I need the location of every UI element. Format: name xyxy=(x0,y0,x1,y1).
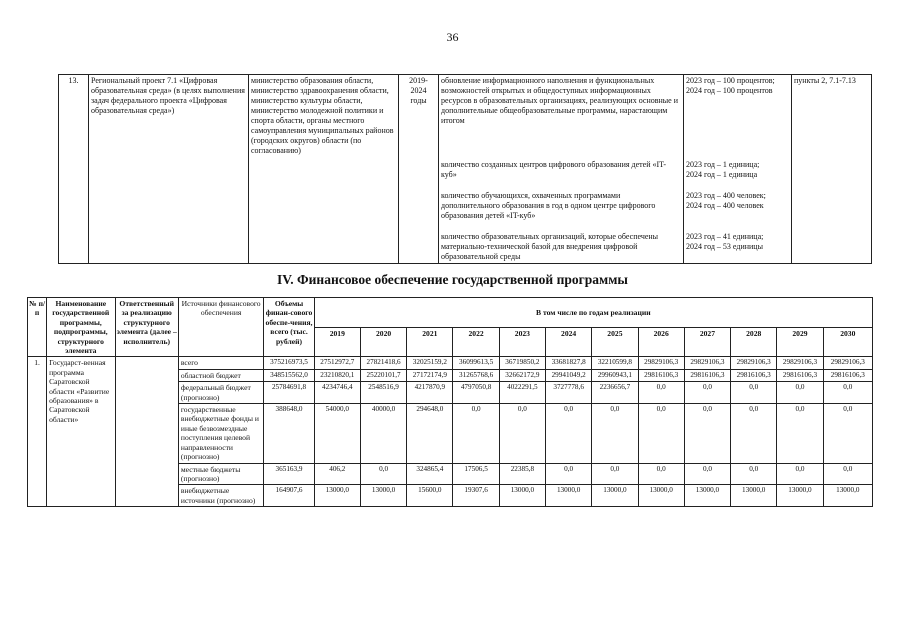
year-value-cell: 13000,0 xyxy=(592,485,638,507)
year-value-cell: 406,2 xyxy=(314,463,360,485)
year-value-cell: 13000,0 xyxy=(731,485,777,507)
year-value-cell: 0,0 xyxy=(453,404,499,463)
year-value-cell: 27172174,9 xyxy=(407,369,453,381)
table-row xyxy=(28,357,873,369)
year-value-cell: 0,0 xyxy=(823,463,872,485)
year-value-cell: 23210820,1 xyxy=(314,369,360,381)
project-table xyxy=(58,74,872,264)
year-value-cell: 0,0 xyxy=(684,404,730,463)
col-header-year: 2029 xyxy=(777,327,823,357)
year-value-cell: 13000,0 xyxy=(823,485,872,507)
year-value-cell: 29816106,3 xyxy=(638,369,684,381)
col-header-year: 2024 xyxy=(546,327,592,357)
source-cell: государственные внебюджетные фонды и иные безвозмездные поступления целевой направленности (прогнозно) xyxy=(178,404,264,463)
year-value-cell: 29829106,3 xyxy=(823,357,872,369)
year-value-cell: 29816106,3 xyxy=(684,369,730,381)
indicator-values xyxy=(684,75,792,264)
header-row xyxy=(28,298,873,328)
indicator-value: 2023 год – 41 единица; 2024 год – 53 единицы xyxy=(686,232,764,251)
col-header-year: 2020 xyxy=(360,327,406,357)
year-value-cell: 17506,5 xyxy=(453,463,499,485)
year-value-cell: 32210599,8 xyxy=(592,357,638,369)
year-value-cell: 13000,0 xyxy=(499,485,545,507)
col-header-total: Объемы финан-сового обеспе-чения, всего (тыс. рублей) xyxy=(264,298,314,357)
program-name: Государст-венная программа Саратовской области «Развитие образования» в Саратовской области» xyxy=(47,357,115,507)
year-value-cell: 0,0 xyxy=(592,463,638,485)
page-number: 36 xyxy=(446,30,459,44)
project-years: 2019- 2024 годы xyxy=(399,75,439,264)
year-value-cell: 40000,0 xyxy=(360,404,406,463)
year-value-cell: 4022291,5 xyxy=(499,382,545,404)
year-value-cell: 13000,0 xyxy=(314,485,360,507)
year-value-cell: 0,0 xyxy=(823,404,872,463)
year-value-cell: 0,0 xyxy=(684,382,730,404)
year-value-cell: 29816106,3 xyxy=(777,369,823,381)
year-value-cell: 27512972,7 xyxy=(314,357,360,369)
col-header-year: 2025 xyxy=(592,327,638,357)
year-value-cell: 324865,4 xyxy=(407,463,453,485)
col-header-year: 2030 xyxy=(823,327,872,357)
year-value-cell: 2548516,9 xyxy=(360,382,406,404)
year-value-cell: 0,0 xyxy=(546,463,592,485)
total-cell: 164907,6 xyxy=(264,485,314,507)
col-header-num: № п/п xyxy=(28,298,47,357)
indicator-texts xyxy=(439,75,684,264)
indicator-text: количество созданных центров цифрового образования детей «IT-куб» xyxy=(441,160,666,179)
col-header-year: 2023 xyxy=(499,327,545,357)
program-executor xyxy=(115,357,178,507)
year-value-cell: 25220101,7 xyxy=(360,369,406,381)
source-cell: всего xyxy=(178,357,264,369)
year-value-cell: 4234746,4 xyxy=(314,382,360,404)
year-value-cell: 0,0 xyxy=(638,404,684,463)
year-value-cell: 4217870,9 xyxy=(407,382,453,404)
section-title: IV. Финансовое обеспечение государственной программы xyxy=(277,272,628,287)
year-value-cell: 0,0 xyxy=(731,404,777,463)
year-value-cell: 29829106,3 xyxy=(731,357,777,369)
year-value-cell: 29941049,2 xyxy=(546,369,592,381)
year-value-cell: 0,0 xyxy=(499,404,545,463)
total-cell: 25784691,8 xyxy=(264,382,314,404)
year-value-cell: 31265768,6 xyxy=(453,369,499,381)
year-value-cell: 36719850,2 xyxy=(499,357,545,369)
col-header-year: 2019 xyxy=(314,327,360,357)
col-header-year: 2021 xyxy=(407,327,453,357)
year-value-cell: 13000,0 xyxy=(546,485,592,507)
year-value-cell: 22385,8 xyxy=(499,463,545,485)
col-header-by-years: В том числе по годам реализации xyxy=(314,298,872,328)
year-value-cell: 29829106,3 xyxy=(684,357,730,369)
year-value-cell: 0,0 xyxy=(638,463,684,485)
source-cell: федеральный бюджет (прогнозно) xyxy=(178,382,264,404)
col-header-year: 2027 xyxy=(684,327,730,357)
col-header-year: 2028 xyxy=(731,327,777,357)
year-value-cell: 36099613,5 xyxy=(453,357,499,369)
year-value-cell: 0,0 xyxy=(777,404,823,463)
source-cell: областной бюджет xyxy=(178,369,264,381)
source-cell: внебюджетные источники (прогнозно) xyxy=(178,485,264,507)
program-num: 1. xyxy=(28,357,47,507)
year-value-cell: 13000,0 xyxy=(684,485,730,507)
col-header-year: 2026 xyxy=(638,327,684,357)
year-value-cell: 29816106,3 xyxy=(731,369,777,381)
year-value-cell: 13000,0 xyxy=(777,485,823,507)
year-value-cell: 29816106,3 xyxy=(823,369,872,381)
col-header-year: 2022 xyxy=(453,327,499,357)
total-cell: 365163,9 xyxy=(264,463,314,485)
year-value-cell: 19307,6 xyxy=(453,485,499,507)
project-name: Региональный проект 7.1 «Цифровая образовательная среда» (в целях выполнения задач федерального проекта «Цифровая образовательная среда») xyxy=(89,75,249,264)
year-value-cell: 294648,0 xyxy=(407,404,453,463)
financing-table xyxy=(27,297,873,507)
indicator-text: обновление информационного наполнения и функциональных возможностей открытых и общедоступных информационных ресурсов в образовательных организациях, реализующих основные и дополнительные общеобразовательные программы, нарастающим итогом xyxy=(441,76,678,125)
year-value-cell: 0,0 xyxy=(546,404,592,463)
total-cell: 375216973,5 xyxy=(264,357,314,369)
year-value-cell: 0,0 xyxy=(684,463,730,485)
year-value-cell: 13000,0 xyxy=(638,485,684,507)
col-header-source: Источники финансового обеспечения xyxy=(178,298,264,357)
total-cell: 348515562,0 xyxy=(264,369,314,381)
year-value-cell: 0,0 xyxy=(823,382,872,404)
project-executors: министерство образования области, министерство здравоохранения области, министерство культуры области, министерство молодежной политики и спорта области, органы местного самоуправления муниципальных районов (городских округов) области (по согласованию) xyxy=(249,75,399,264)
total-cell: 388648,0 xyxy=(264,404,314,463)
project-row xyxy=(59,75,872,264)
year-value-cell: 32025159,2 xyxy=(407,357,453,369)
year-value-cell: 13000,0 xyxy=(360,485,406,507)
year-value-cell: 33681827,8 xyxy=(546,357,592,369)
source-cell: местные бюджеты (прогнозно) xyxy=(178,463,264,485)
year-value-cell: 32662172,9 xyxy=(499,369,545,381)
indicator-value: 2023 год – 400 человек; 2024 год – 400 человек xyxy=(686,191,766,210)
year-value-cell: 0,0 xyxy=(638,382,684,404)
year-value-cell: 27821418,6 xyxy=(360,357,406,369)
year-value-cell: 0,0 xyxy=(731,463,777,485)
year-value-cell: 29829106,3 xyxy=(638,357,684,369)
indicator-text: количество обучающихся, охваченных программами дополнительного образования в год в одном центре цифрового образования детей «IT-куб» xyxy=(441,191,656,220)
year-value-cell: 29829106,3 xyxy=(777,357,823,369)
indicator-value: 2023 год – 1 единица; 2024 год – 1 единица xyxy=(686,160,760,179)
year-value-cell: 4797050,8 xyxy=(453,382,499,404)
project-num: 13. xyxy=(59,75,89,264)
indicator-text: количество образовательных организаций, которые обеспечены материально-технической базой для внедрения цифровой образовательной среды xyxy=(441,232,659,261)
year-value-cell: 54000,0 xyxy=(314,404,360,463)
year-value-cell: 3727778,6 xyxy=(546,382,592,404)
project-points: пункты 2, 7.1-7.13 xyxy=(792,75,872,264)
indicator-value: 2023 год – 100 процентов; 2024 год – 100 процентов xyxy=(686,76,775,95)
year-value-cell: 29960943,1 xyxy=(592,369,638,381)
year-value-cell: 0,0 xyxy=(731,382,777,404)
year-value-cell: 0,0 xyxy=(360,463,406,485)
year-value-cell: 0,0 xyxy=(777,382,823,404)
col-header-name: Наименование государственной программы, подпрограммы, структурного элемента xyxy=(47,298,115,357)
year-value-cell: 15600,0 xyxy=(407,485,453,507)
year-value-cell: 0,0 xyxy=(777,463,823,485)
col-header-executor: Ответственный за реализацию структурного элемента (далее – исполнитель) xyxy=(115,298,178,357)
financing-body xyxy=(28,357,873,507)
year-value-cell: 0,0 xyxy=(592,404,638,463)
year-value-cell: 2236656,7 xyxy=(592,382,638,404)
